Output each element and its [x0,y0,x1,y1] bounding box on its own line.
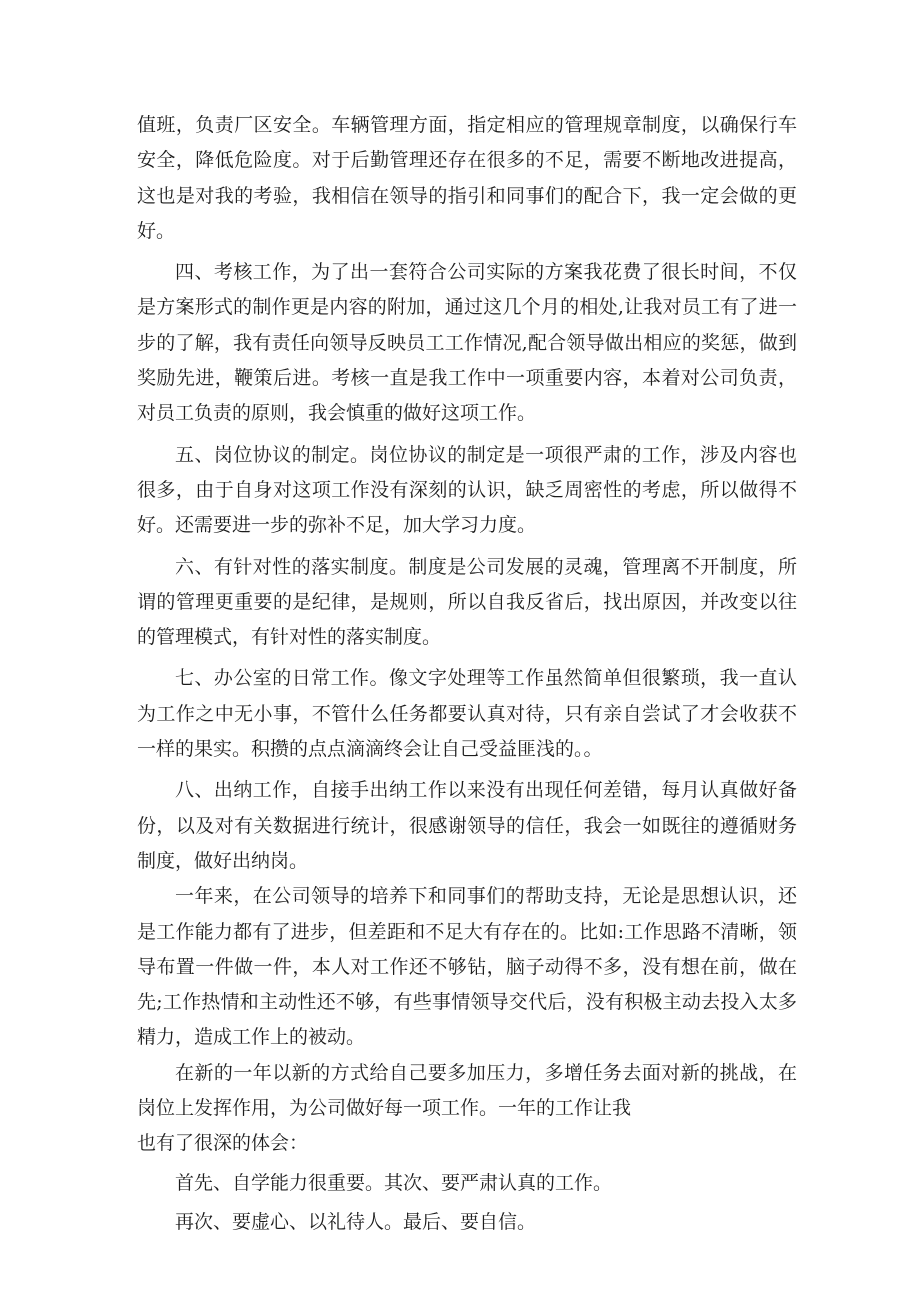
paragraph-job-agreement: 五、岗位协议的制定。岗位协议的制定是一项很严肃的工作，涉及内容也很多，由于自身对这项工作没有深刻的认识，缺乏周密性的考虑，所以做得不好。还需要进一步的弥补不足，加大学习力度。 [137,443,797,537]
paragraph-continuation: 值班，负责厂区安全。车辆管理方面，指定相应的管理规章制度，以确保行车安全，降低危险度。对于后勤管理还存在很多的不足，需要不断地改进提高，这也是对我的考验，我相信在领导的指引和同事们的配合下，我一定会做的更好。 [137,114,797,242]
paragraph-new-year: 在新的一年以新的方式给自己要多加压力，多增任务去面对新的挑战，在岗位上发挥作用，为公司做好每一项工作。一年的工作让我 [137,1061,797,1120]
paragraph-targeted-system: 六、有针对性的落实制度。制度是公司发展的灵魂，管理离不开制度，所谓的管理更重要的是纪律，是规则，所以自我反省后，找出原因，并改变以往的管理模式，有针对性的落实制度。 [137,555,797,649]
paragraph-office-daily-work: 七、办公室的日常工作。像文字处理等工作虽然简单但很繁琐，我一直认为工作之中无小事，不管什么任务都要认真对待，只有亲自尝试了才会收获不一样的果实。积攒的点点滴滴终会让自己受益匪浅的。。 [137,667,797,761]
paragraph-experience: 也有了很深的体会： [137,1132,309,1155]
paragraph-third-last: 再次、要虚心、以礼待人。最后、要自信。 [175,1210,537,1233]
document-body [137,108,797,1240]
paragraph-year-summary: 一年来，在公司领导的培养下和同事们的帮助支持，无论是思想认识，还是工作能力都有了进步，但差距和不足大有存在的。比如:工作思路不清晰，领导布置一件做一件，本人对工作还不够钻，脑子动得不多，没有想在前，做在先;工作热情和主动性还不够，有些事情领导交代后，没有积极主动去投入太多精力，造成工作上的被动。 [137,885,797,1049]
paragraph-cashier-work: 八、出纳工作，自接手出纳工作以来没有出现任何差错，每月认真做好备份，以及对有关数据进行统计，很感谢领导的信任，我会一如既往的遵循财务制度，做好出纳岗。 [137,779,797,872]
paragraph-assessment-work: 四、考核工作，为了出一套符合公司实际的方案我花费了很长时间，不仅是方案形式的制作更是内容的附加，通过这几个月的相处,让我对员工有了进一步的了解，我有责任向领导反映员工工作情况,配合领导做出相应的奖惩，做到奖励先进，鞭策后进。考核一直是我工作中一项重要内容，本着对公司负责，对员工负责的原则，我会慎重的做好这项工作。 [137,261,797,425]
paragraph-first-second: 首先、自学能力很重要。其次、要严肃认真的工作。 [175,1171,613,1194]
